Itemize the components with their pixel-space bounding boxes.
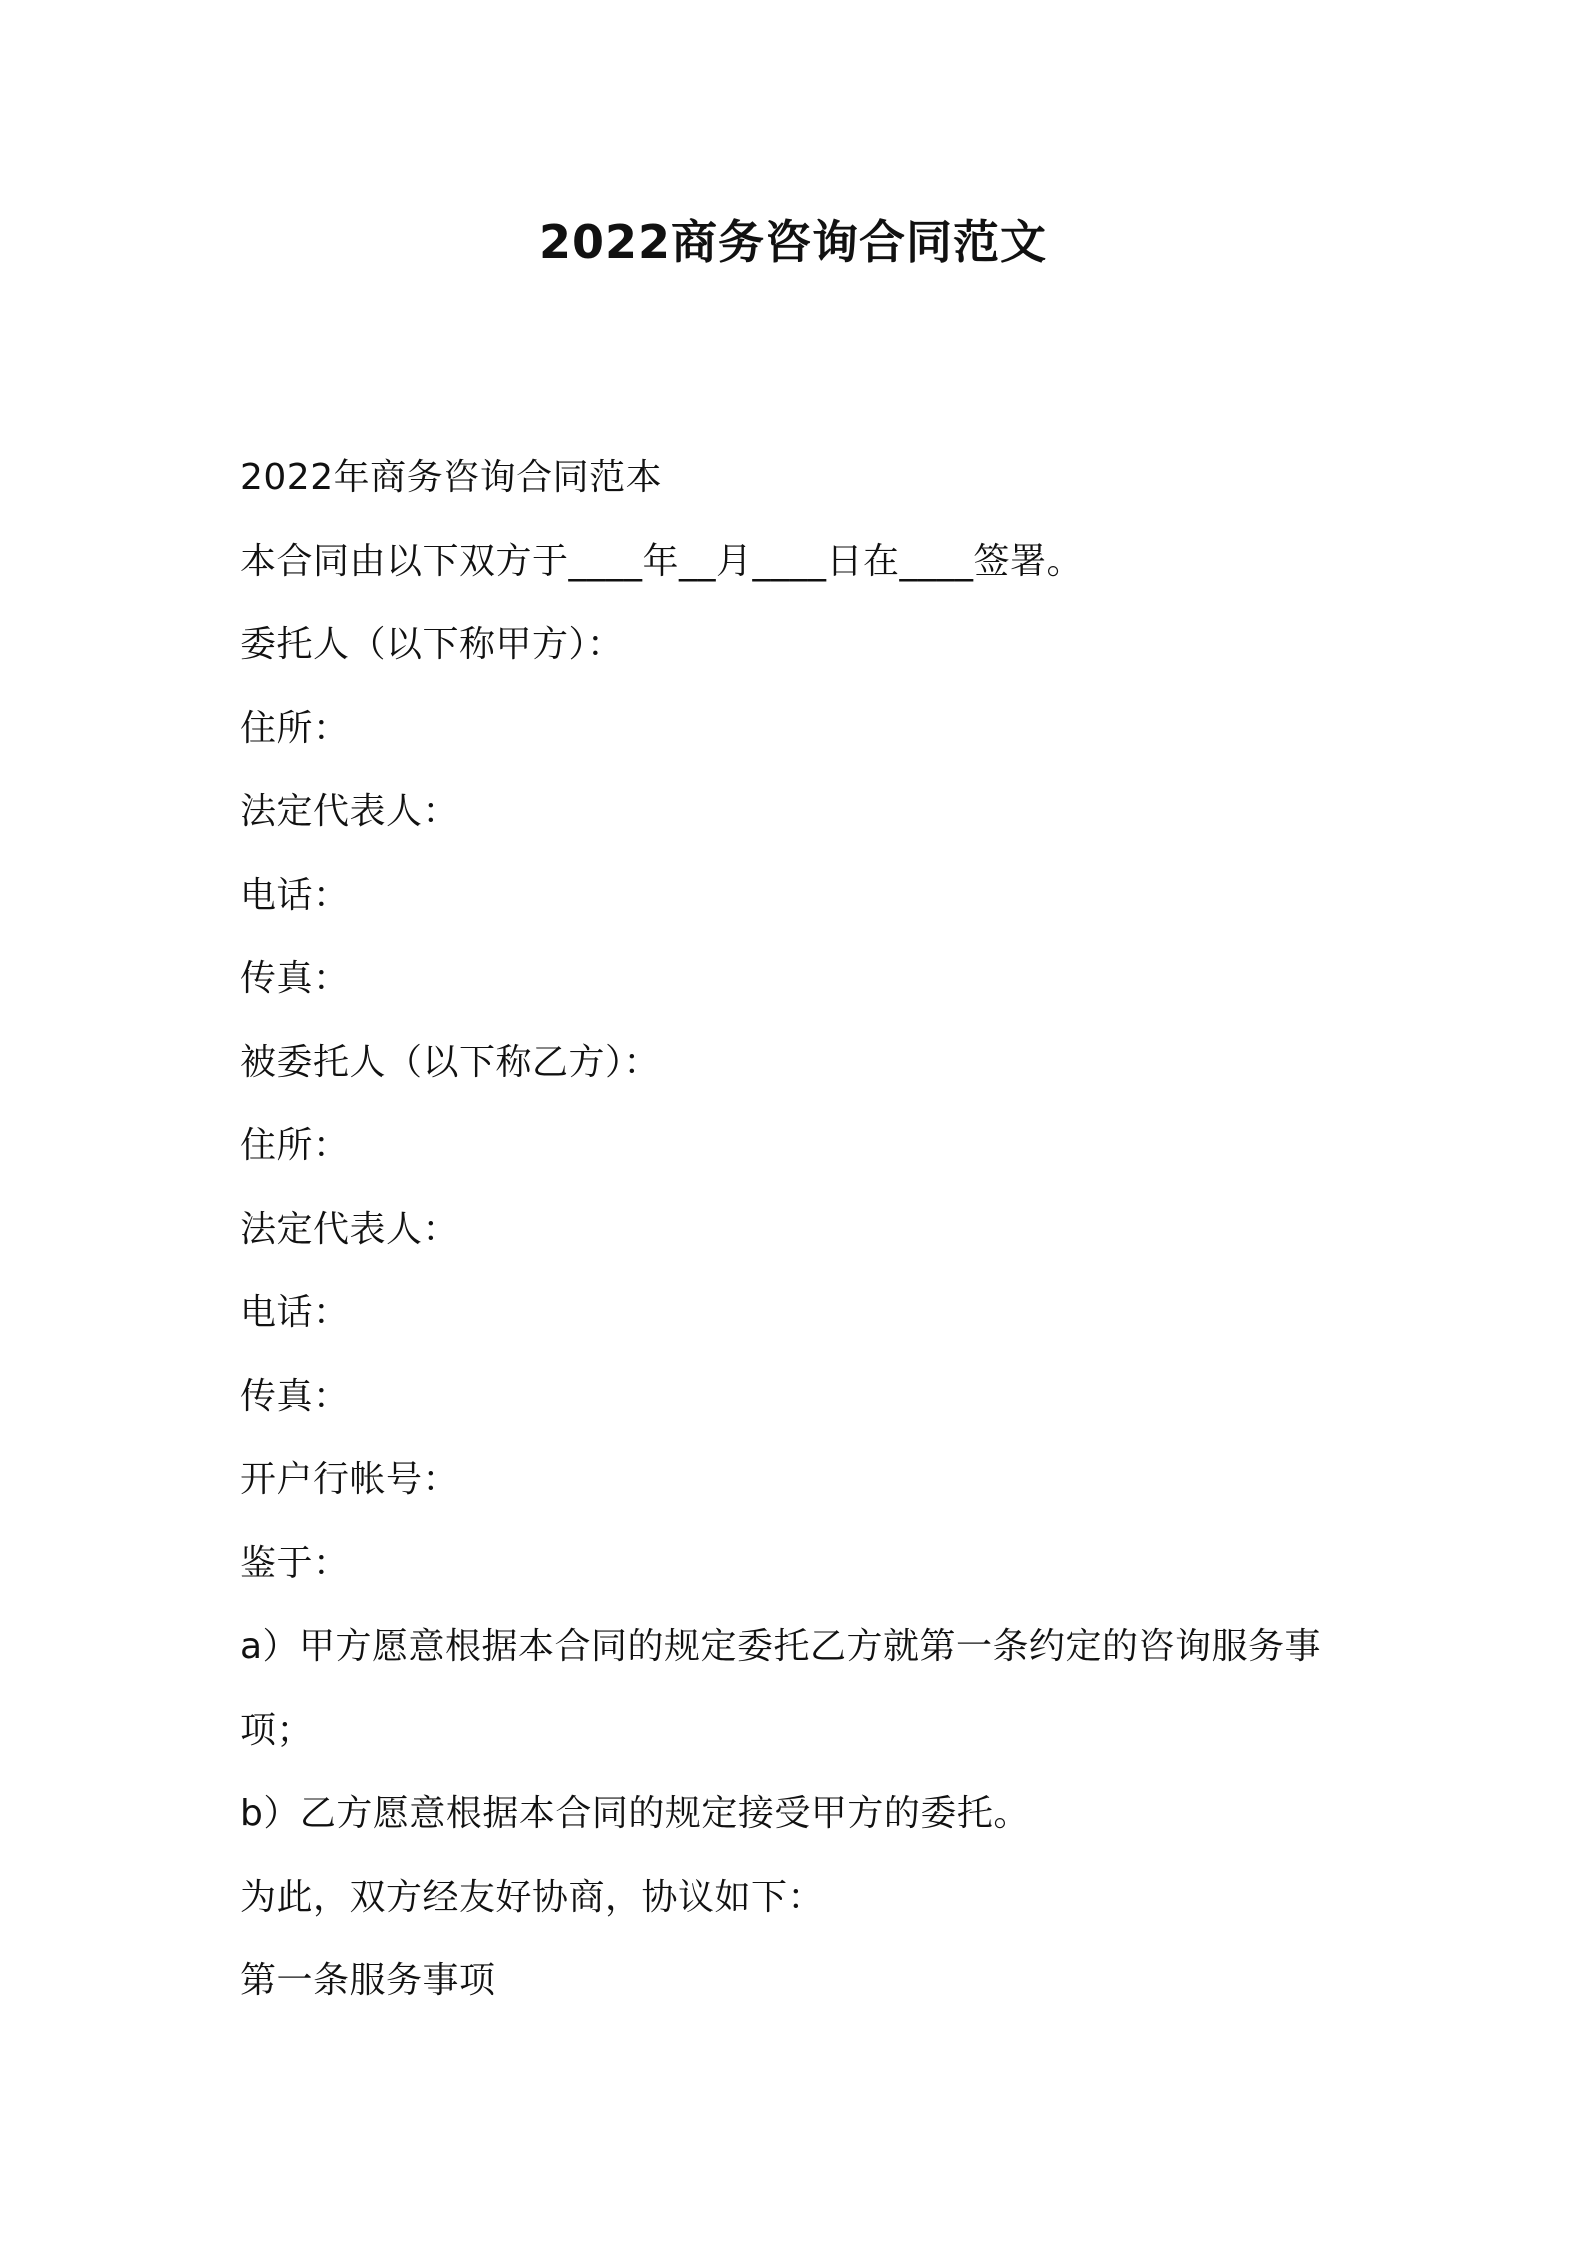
party-b-phone-label: 电话：: [240, 1292, 350, 1333]
party-b-address-label: 住所：: [240, 1125, 350, 1166]
agreement-intro: 为此，双方经友好协商，协议如下：: [240, 1876, 825, 1918]
recital-a-line-2: 项；: [240, 1709, 314, 1751]
party-a-representative-label: 法定代表人：: [240, 791, 460, 832]
party-a-heading: 委托人（以下称甲方）：: [240, 624, 624, 665]
signing-date-line: 本合同由以下双方于____年__月____日在____签署。: [240, 540, 1084, 582]
party-a-address-label: 住所：: [240, 707, 350, 749]
subtitle-line: 2022年商务咨询合同范本: [240, 457, 663, 498]
document-body: [240, 448, 1370, 2035]
recital-b: b）乙方愿意根据本合同的规定接受甲方的委托。: [240, 1793, 1030, 1834]
recital-a-line-1: a）甲方愿意根据本合同的规定委托乙方就第一条约定的咨询服务事: [240, 1626, 1322, 1667]
document-title: 2022商务咨询合同范文: [538, 215, 1048, 269]
party-b-fax-label: 传真：: [240, 1375, 350, 1417]
party-a-phone-label: 电话：: [240, 874, 350, 916]
party-b-heading: 被委托人（以下称乙方）：: [240, 1041, 661, 1083]
party-b-representative-label: 法定代表人：: [240, 1208, 460, 1250]
whereas-heading: 鉴于：: [240, 1542, 350, 1584]
bank-account-label: 开户行帐号：: [240, 1459, 460, 1500]
party-a-fax-label: 传真：: [240, 958, 350, 999]
article-1-heading: 第一条服务事项: [240, 1960, 496, 2001]
